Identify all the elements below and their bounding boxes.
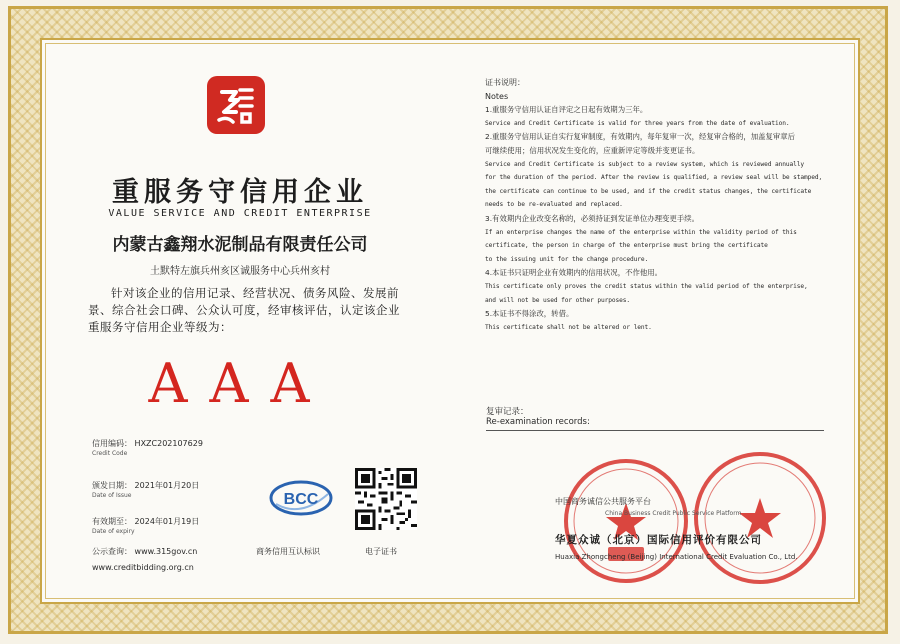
certificate-notes: [485, 76, 830, 334]
note-2-en-b: for the duration of the period. After the review is qualified, a review seal will be stamped,: [485, 174, 823, 182]
note-3-cn: 3.有效期内企业改变名称的，必须持证到发证单位办理变更手续。: [485, 213, 699, 223]
issuer-name-en: Huaxia Zhongcheng (Beijing) International Credit Evaluation Co., Ltd.: [555, 553, 798, 561]
bcc-logo-icon: [268, 478, 334, 518]
bcc-text: BCC: [283, 491, 319, 508]
query-url-1[interactable]: www.315gov.cn: [134, 547, 198, 556]
query-label: 公示查询：: [92, 547, 132, 556]
query-url-2[interactable]: www.creditbidding.org.cn: [92, 563, 194, 572]
note-5-cn: 5.本证书不得涂改，转借。: [485, 309, 574, 319]
query-row: [92, 546, 197, 572]
evaluation-statement: 针对该企业的信用记录、经营状况、债务风险、发展前景、综合社会口碑、公众认可度，经审核评估，认定该企业重服务守信用企业等级为：: [88, 286, 400, 334]
credit-code-row: [92, 438, 203, 457]
company-address: 土默特左旗兵州亥区诚服务中心兵州亥村: [150, 266, 330, 277]
mutual-recognition-label: 商务信用互认标识: [256, 547, 320, 556]
platform-seal-icon: [560, 455, 692, 587]
reexam-label-cn: 复审记录：: [486, 407, 529, 417]
reexam-divider: [486, 429, 824, 431]
issue-date-label: 颁发日期：: [92, 481, 132, 490]
platform-name-en: China Business Credit Public Service Platform: [605, 510, 742, 517]
company-name: 内蒙古鑫翔水泥制品有限责任公司: [112, 235, 368, 255]
certificate-title-en: VALUE SERVICE AND CREDIT ENTERPRISE: [108, 208, 372, 219]
note-1-en: Service and Credit Certificate is valid for three years from the date of evaluation.: [485, 119, 790, 127]
note-2-en-c: the certificate can continue to be used, and if the credit status changes, the certificate: [485, 187, 812, 195]
notes-title-en: Notes: [485, 91, 509, 101]
note-3-en-c: to the issuing unit for the change procedure.: [485, 255, 649, 263]
expiry-date-value: 2024年01月19日: [134, 517, 200, 526]
expiry-date-row: [92, 516, 199, 535]
issuer-name-cn: 华夏众诚（北京）国际信用评价有限公司: [555, 534, 762, 546]
platform-name-cn: 中国商务诚信公共服务平台: [555, 497, 651, 506]
issue-date-label-en: Date of Issue: [92, 492, 132, 499]
note-2-cn-b: 可继续使用；信用状况发生变化的，应重新评定等级并变更证书。: [485, 145, 700, 155]
note-2-en-a: Service and Credit Certificate is subject to a review system, which is reviewed annually: [485, 160, 805, 168]
issue-date-row: [92, 480, 199, 499]
note-4-cn: 4.本证书只证明企业有效期内的信用状况，不作他用。: [485, 268, 663, 278]
note-3-en-b: certificate, the person in charge of the enterprise must bring the certificate: [485, 242, 768, 250]
note-4-en-a: This certificate only proves the credit status within the valid period of the enterprise,: [485, 282, 808, 290]
credit-code-value: HXZC202107629: [134, 439, 203, 448]
qr-code-icon[interactable]: [355, 468, 417, 530]
note-4-en-b: and will not be used for other purposes.: [485, 296, 631, 304]
issuer-seal-icon: [690, 448, 830, 588]
credit-code-label: 信用编码：: [92, 439, 132, 448]
note-1-cn: 1.重服务守信用认证自评定之日起有效期为三年。: [485, 105, 648, 115]
expiry-date-label: 有效期至：: [92, 517, 132, 526]
note-2-en-d: needs to be re-evaluated and replaced.: [485, 201, 623, 209]
credit-logo-icon: [207, 76, 265, 134]
expiry-date-label-en: Date of expiry: [92, 528, 135, 535]
credit-code-label-en: Credit Code: [92, 450, 128, 457]
e-certificate-label: 电子证书: [365, 547, 397, 556]
credit-grade: AAA: [148, 352, 332, 415]
note-3-en-a: If an enterprise changes the name of the enterprise within the validity period of this: [485, 228, 797, 236]
certificate-title: 重服务守信用企业: [112, 177, 368, 208]
note-2-cn: 2.重服务守信用认证自实行复审制度，有效期内，每年复审一次，经复审合格的，加盖复审章后: [485, 132, 796, 142]
notes-title-cn: 证书说明：: [485, 78, 525, 87]
re-examination-records: [486, 405, 824, 431]
issue-date-value: 2021年01月20日: [134, 481, 200, 490]
note-5-en: This certificate shall not be altered or lent.: [485, 323, 652, 331]
reexam-label-en: Re-examination records:: [486, 417, 590, 427]
